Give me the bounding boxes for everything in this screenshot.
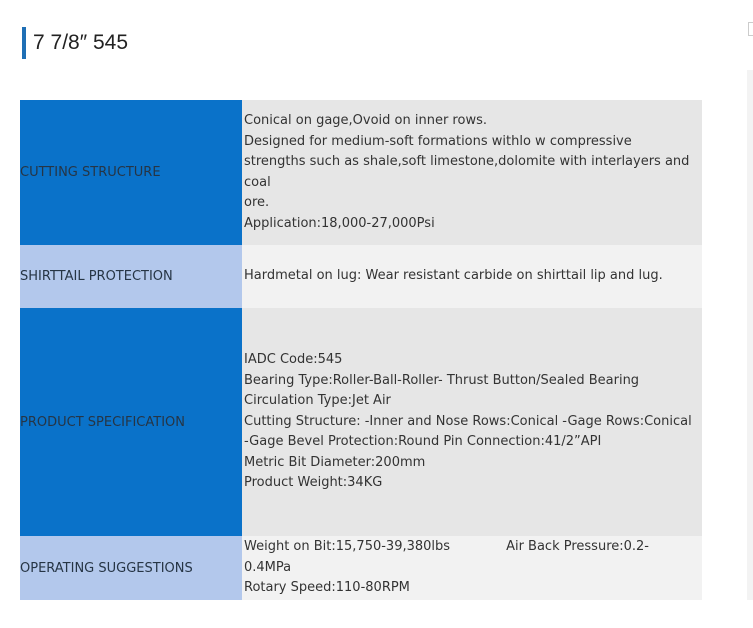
table-row (20, 100, 702, 245)
table-row (20, 536, 702, 600)
spec-table (20, 100, 702, 600)
edge-strip (747, 70, 753, 600)
row-value: Weight on Bit:15,750-39,380lbs Air Back Pressure:0.2-0.4MPa Rotary Speed:110-80RPM (242, 536, 702, 600)
page-title: 7 7/8″ 545 (33, 31, 129, 54)
page-heading (22, 27, 128, 59)
title-accent-bar (22, 27, 26, 59)
row-value: Conical on gage,Ovoid on inner rows. Designed for medium-soft formations withlo w compressive strengths such as shale,soft limestone,dolomite with interlayers and coal ore. Application:18,000-27,000Psi (242, 100, 702, 245)
row-label: SHIRTTAIL PROTECTION (20, 245, 242, 308)
row-label: PRODUCT SPECIFICATION (20, 308, 242, 536)
row-label: OPERATING SUGGESTIONS (20, 536, 242, 600)
row-value: Hardmetal on lug: Wear resistant carbide on shirttail lip and lug. (242, 245, 702, 308)
row-value: IADC Code:545 Bearing Type:Roller-Ball-Roller- Thrust Button/Sealed Bearing Circulation Type:Jet Air Cutting Structure: -Inner and Nose Rows:Conical -Gage Rows:Conical -Gage Bevel Protection:Round Pin Connection:41/2”API Metric Bit Diameter:200mm Product Weight:34KG (242, 308, 702, 536)
edge-widget (748, 22, 753, 36)
row-label: CUTTING STRUCTURE (20, 100, 242, 245)
table-row (20, 308, 702, 536)
table-row (20, 245, 702, 308)
